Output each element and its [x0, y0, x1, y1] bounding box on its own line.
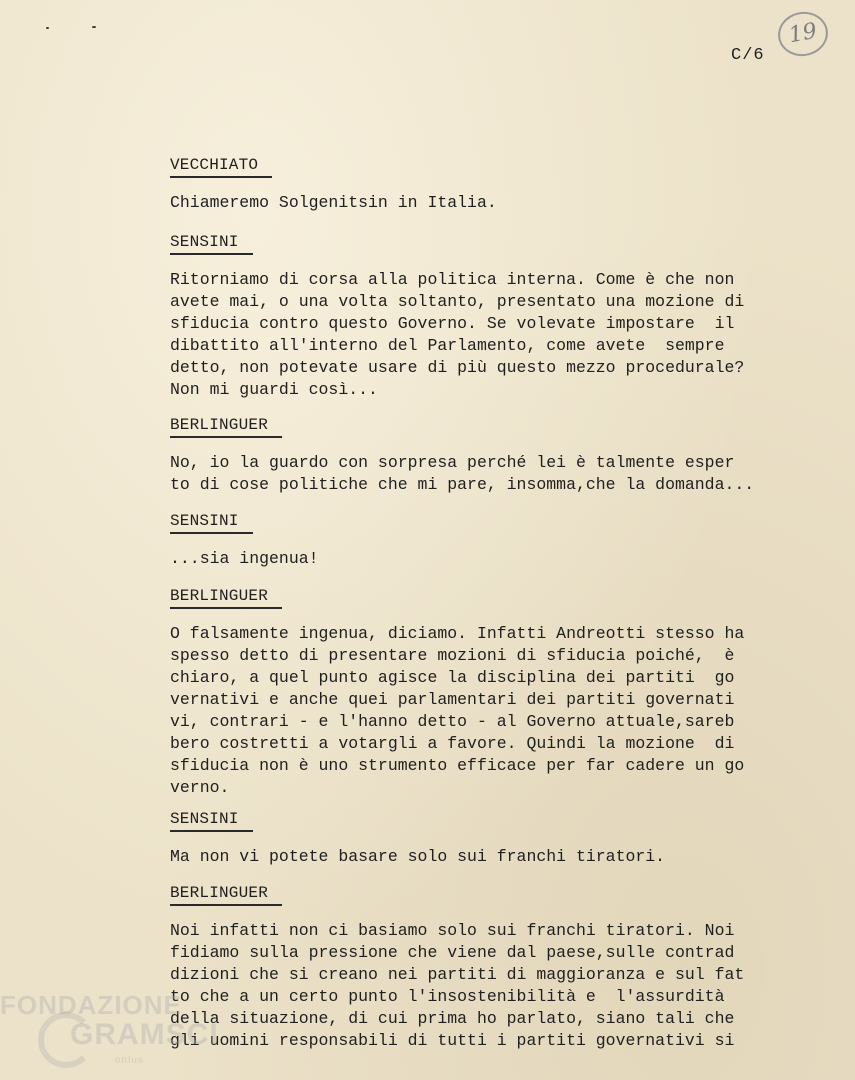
- speech-line: O falsamente ingenua, diciamo. Infatti Andreotti stesso ha: [170, 624, 745, 643]
- page-number: C/6: [731, 46, 765, 65]
- watermark-line-2: GRAMSCI: [70, 1018, 219, 1051]
- speech-line: Ritorniamo di corsa alla politica interna. Come è che non: [170, 270, 735, 289]
- speech-line: ...sia ingenua!: [170, 549, 319, 568]
- speaker-name: VECCHIATO: [170, 154, 272, 178]
- speech-line: Noi infatti non ci basiamo solo sui franchi tiratori. Noi: [170, 921, 735, 940]
- dialogue-block: [170, 414, 754, 496]
- speech-line: della situazione, di cui prima ho parlato, siano tali che: [170, 1009, 735, 1028]
- speech-line: detto, non potevate usare di più questo mezzo procedurale?: [170, 358, 745, 377]
- speech-line: spesso detto di presentare mozioni di sfiducia poiché, è: [170, 646, 735, 665]
- speech-line: chiaro, a quel punto agisce la disciplina dei partiti go: [170, 668, 735, 687]
- speech-line: No, io la guardo con sorpresa perché lei è talmente esper: [170, 453, 735, 472]
- speech-line: sfiducia contro questo Governo. Se volevate impostare il: [170, 314, 735, 333]
- foundation-watermark: [0, 990, 219, 1066]
- speech-line: sfiducia non è uno strumento efficace per far cadere un go: [170, 756, 745, 775]
- speech-line: gli uomini responsabili di tutti i partiti governativi si: [170, 1031, 735, 1050]
- dialogue-block: [170, 585, 744, 799]
- speech-line: bero costretti a votargli a favore. Quindi la mozione di: [170, 734, 735, 753]
- speaker-name: BERLINGUER: [170, 882, 282, 906]
- ink-speck: [46, 27, 49, 29]
- speech-line: vernativi e anche quei parlamentari dei partiti governati: [170, 690, 735, 709]
- speech-line: Chiameremo Solgenitsin in Italia.: [170, 193, 497, 212]
- speech-line: fidiamo sulla pressione che viene dal paese,sulle contrad: [170, 943, 735, 962]
- speech-line: verno.: [170, 778, 230, 797]
- dialogue-block: [170, 231, 744, 401]
- watermark-line-3: onlus: [115, 1055, 144, 1066]
- speech-line: Non mi guardi così...: [170, 380, 378, 399]
- speech-line: to di cose politiche che mi pare, insomma,che la domanda...: [170, 475, 755, 494]
- speaker-name: SENSINI: [170, 510, 253, 534]
- speaker-name: BERLINGUER: [170, 414, 282, 438]
- dialogue-block: [170, 154, 497, 214]
- speaker-name: BERLINGUER: [170, 585, 282, 609]
- speech-line: dizioni che si creano nei partiti di maggioranza e sul fat: [170, 965, 745, 984]
- speaker-name: SENSINI: [170, 231, 253, 255]
- speech-line: to che a un certo punto l'insostenibilità e l'assurdità: [170, 987, 725, 1006]
- dialogue-block: [170, 882, 744, 1052]
- archive-stamp: 19: [775, 8, 832, 60]
- watermark-line-1: FONDAZIONE: [0, 990, 182, 1020]
- speech-line: Ma non vi potete basare solo sui franchi tiratori.: [170, 847, 666, 866]
- speech-line: vi, contrari - e l'hanno detto - al Governo attuale,sareb: [170, 712, 735, 731]
- speech-line: avete mai, o una volta soltanto, presentato una mozione di: [170, 292, 745, 311]
- dialogue-block: [170, 510, 319, 570]
- speech-line: dibattito all'interno del Parlamento, come avete sempre: [170, 336, 725, 355]
- ink-speck: [92, 26, 96, 28]
- speaker-name: SENSINI: [170, 808, 253, 832]
- dialogue-block: [170, 808, 665, 868]
